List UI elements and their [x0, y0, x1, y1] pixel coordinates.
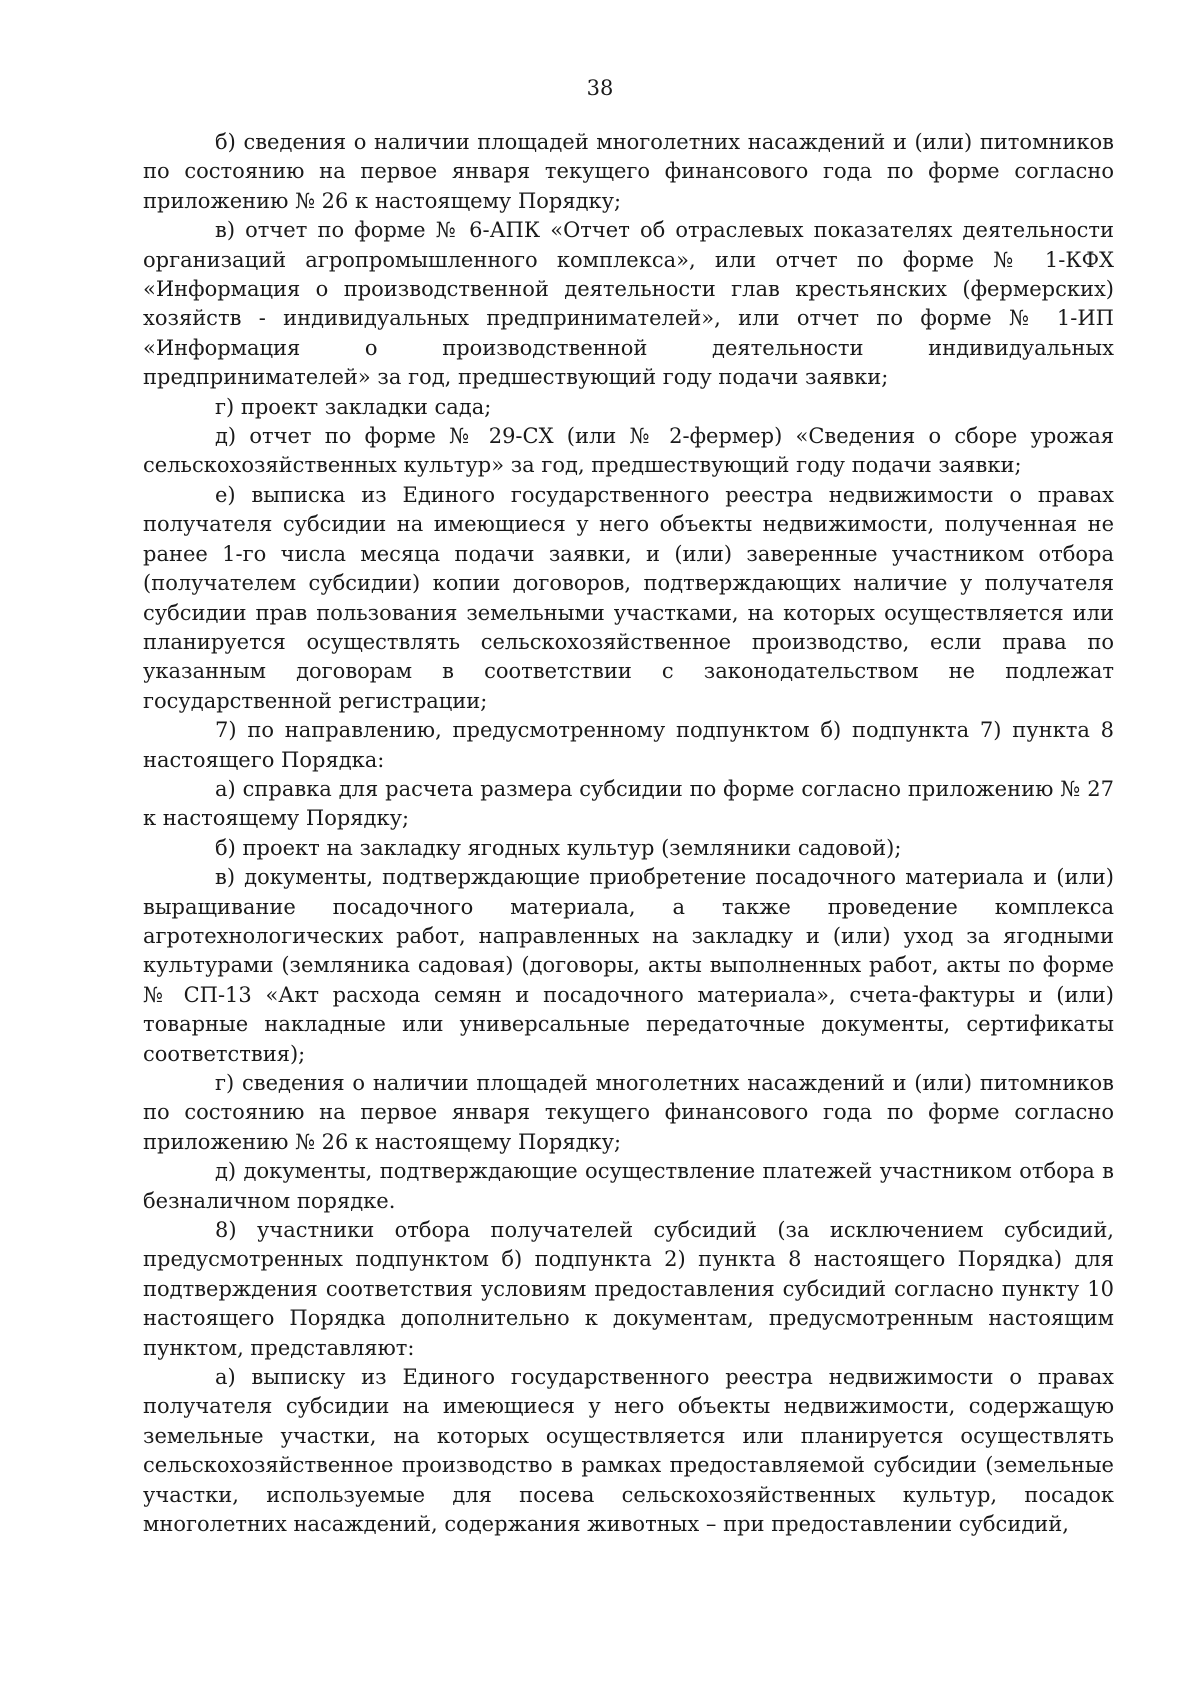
document-body — [143, 128, 1114, 1540]
paragraph-b-berry-project: б) проект на закладку ягодных культур (земляники садовой); — [215, 835, 902, 860]
paragraph-a-registry-extract: а) выписку из Единого государственного реестра недвижимости о правах получателя субсидии на имеющиеся у него объекты недвижимости, содержащую земельные участки, на которых осуществляется или планируется осуществлять сельскохозяйственное производство в рамках предоставляемой субсидии (земельные участки, используемые для посева сельскохозяйственных культур, посадок многолетних насаждений, содержания животных – при предоставлении субсидий, — [143, 1365, 1114, 1537]
paragraph-a-subsidy-calculation: а) справка для расчета размера субсидии по форме согласно приложению № 27 к настоящему Порядку; — [143, 776, 1114, 831]
paragraph-v-planting-documents: в) документы, подтверждающие приобретение посадочного материала и (или) выращивание посадочного материала, а также проведение комплекса агротехнологических работ, направленных на закладку и (или) уход за ягодными культурами (земляника садовая) (договоры, акты выполненных работ, акты по форме № СП-13 «Акт расхода семян и посадочного материала», счета-фактуры и (или) товарные накладные или универсальные передаточные документы, сертификаты соответствия); — [143, 865, 1114, 1066]
paragraph-b-orchard-area-info: б) сведения о наличии площадей многолетних насаждений и (или) питомников по состоянию на первое января текущего финансового года по форме согласно приложению № 26 к настоящему Порядку; — [143, 130, 1114, 213]
paragraph-d-payment-documents: д) документы, подтверждающие осуществление платежей участником отбора в безналичном порядке. — [143, 1159, 1114, 1213]
paragraph-e-registry-extract: е) выписка из Единого государственного реестра недвижимости о правах получателя субсидии на имеющиеся у него объекты недвижимости, полученная не ранее 1-го числа месяца подачи заявки, и (или) заверенные участником отбора (получателем субсидии) копии договоров, подтверждающих наличие у получателя субсидии прав пользования земельными участками, на которых осуществляется или планируется осуществлять сельскохозяйственное производство, если права по указанным договорам в соответствии с законодательством не подлежат государственной регистрации; — [143, 482, 1114, 713]
paragraph-8-selection-participants: 8) участники отбора получателей субсидий (за исключением субсидий, предусмотренных подпунктом б) подпункта 2) пункта 8 настоящего Порядка) для подтверждения соответствия условиям предоставления субсидий согласно пункту 10 настоящего Порядка дополнительно к документам, предусмотренным настоящим пунктом, представляют: — [143, 1218, 1114, 1360]
paragraph-d-report-29-sh: д) отчет по форме № 29-СХ (или № 2-фермер) «Сведения о сборе урожая сельскохозяйственных культур» за год, предшествующий году подачи заявки; — [143, 424, 1114, 478]
paragraph-g-orchard-area-info: г) сведения о наличии площадей многолетних насаждений и (или) питомников по состоянию на первое января текущего финансового года по форме согласно приложению № 26 к настоящему Порядку; — [143, 1071, 1114, 1154]
paragraph-g-orchard-project: г) проект закладки сада; — [215, 394, 492, 419]
page-number: 38 — [586, 76, 614, 100]
paragraph-v-report-6-apk: в) отчет по форме № 6-АПК «Отчет об отраслевых показателях деятельности организаций агропромышленного комплекса», или отчет по форме № 1-КФХ «Информация о производственной деятельности глав крестьянских (фермерских) хозяйств - индивидуальных предпринимателей», или отчет по форме № 1-ИП «Информация о производственной деятельности индивидуальных предпринимателей» за год, предшествующий году подачи заявки; — [143, 218, 1114, 390]
paragraph-7-direction: 7) по направлению, предусмотренному подпунктом б) подпункта 7) пункта 8 настоящего Порядка: — [143, 718, 1114, 772]
